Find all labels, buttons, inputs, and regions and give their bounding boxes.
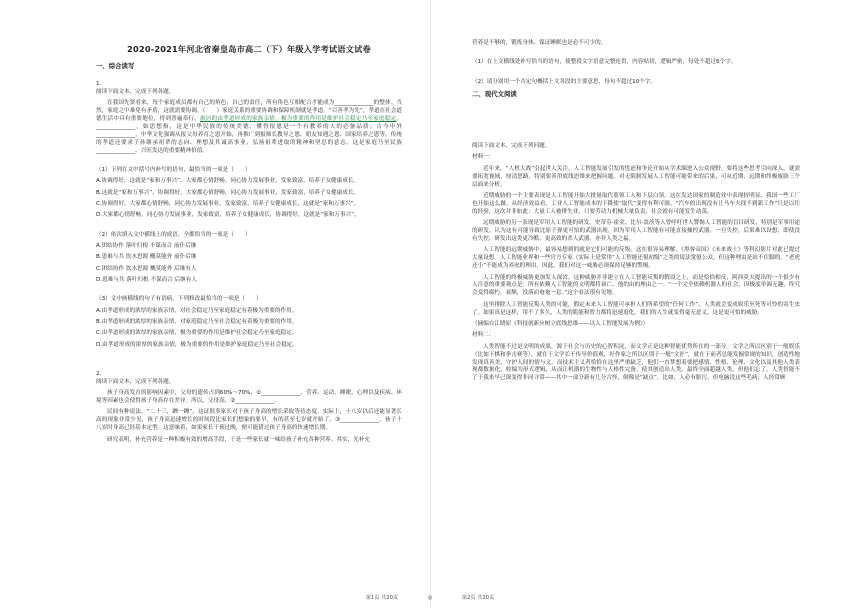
- material-1-para-5: 人工智能的终极威胁更加发人深省。这种威胁并非建立在人工智能反叛的假设之上，而是恰恰相反，阿西莫夫提出的一个很少有人注意的重要观点是：所有依赖人工智能的文明都将衰亡。他的由的理由之一：“一个完全依赖机器人的社会，因极度单调无趣，终究会变得腐朽，衰颓，没落而奄奄一息。”这个看法很有见地。: [472, 274, 800, 297]
- subquestion-1-3: （3）文中画横线的句子有语病，下列修改最恰当的一项是（ ）: [96, 296, 262, 303]
- material-1-para-1: 近年来，“人机大战”引起世人关注，人工智能发展引发的忧虑和争论开始从学术圈进入公众视野。要将这些思考引向深入，就需要拓宽视域，厘清思路，特别要善用底线思维来把握问题。对无限制发展人工智能可能带来的后果，可从近期、远期和终极威胁三个层面来分析。: [472, 165, 800, 188]
- material-1-source: （摘编自江晓原《科技创新应树立底线思维——以人工智能发展为例》）: [472, 321, 649, 328]
- material-1-label: 材料一：: [472, 154, 495, 161]
- option-1-1-a[interactable]: A.协调得好，这就是“家和万事兴”，大家都心情舒畅，同心协力发展事业，发家致富，培养子女健康成长。: [96, 178, 360, 185]
- right-page: [427, 0, 860, 608]
- passage-1-a: 在我国先贤看来，每个家庭成员都有自己的角色，自己的责任，所有角色互相配合才能成为: [107, 100, 335, 106]
- passage-2-para-3: 研究表明，补充营养是一种积极有效的增高手段，于是一些家长就一味给孩子补充各种营养。其实，光补充: [107, 436, 370, 443]
- material-2-label: 材料二：: [472, 332, 495, 339]
- option-1-2-c[interactable]: C.团结协作 饮水思源 概莫能外 后继有人: [96, 265, 197, 272]
- passage-2-continued: 营养是不够的，锻炼身体、保证睡眠也是必不可少的。: [472, 40, 607, 46]
- material-1-para-3: 远期威胁的另一表现是军用人工智能的研发。史蒂芬·霍金、比尔·盖茨等人曾呼吁世人警惕人工智能的盲目研发，特别是军事用途的研发，认为这有可能导致比原子弹更可怕的武器出现。因为军用人工智能有可能直接操控武器，一旦失控，后果难以设想；即使没有失控，研发出这类更冷酷、更高效的杀人武器，亦非人类之福。: [472, 220, 800, 243]
- option-1-3-c[interactable]: C.由孝道形成的浓厚的家族亲情，极为重要的作用是维护社会稳定乃至家庭稳定。: [96, 330, 298, 337]
- reading-intro: 阅读下面文本，完成下列问题。: [472, 143, 551, 150]
- passage-1: [96, 100, 402, 156]
- footer-binding-mark: ◎: [427, 594, 433, 601]
- underlined-sentence: 旅居的由孝道形成的家族亲情，极为重要的作用是维护社会稳定乃至家庭稳定: [199, 115, 397, 122]
- option-1-2-b[interactable]: B.患难与共 饮水思源 概莫能外 前仆后继: [96, 254, 197, 261]
- passage-1-b: ______________的整体。当然，家庭之中难免有矛盾，这就需要协调。（ ）家庭关系的重要协调和保障机制就是孝道。“百善孝为先”，孝道在社会道德生活中具有重要地位，得到普遍奉行。: [96, 100, 402, 122]
- option-1-3-d[interactable]: D.由孝道形成的浓厚的家族亲情，极为重要的作用是维护家庭稳定乃至社会稳定。: [96, 341, 298, 348]
- footer-page-right: 第2页 共20页: [461, 594, 495, 601]
- question-intro-2: 阅读下面文本，完成下列各题。: [96, 378, 175, 385]
- passage-1-c: 。______________，如思想指，这是中华民族的传统美德，懂得报恩是一个有教养的人的必备品质。古今中外______________，中华文化强调从报父母养育之恩开始，再推广到报师长教导之恩、朋友知遇之恩、国家培养之恩等。传统的孝道还要求子孙继承祖辈的志向、理想及其诚高事业，弘扬祖辈进取的精神和坚忍的意志，这是家庭乃至民族______________、兴旺发达的重要精神价值。: [96, 115, 402, 154]
- passage-2-para-2: 民间有种说法，“二十三，蹿一蹿”。这证很多家长对于孩子身高的增长采取等待态度。实际上，十八岁以后还能显著长高的现象非常少见，孩子身高迅速增长的时间段比家长们想象的要早，有的甚至七岁就开始了。③______________，孩子十八岁时身高已经基本定型。这意味着，如果家长干预过晚，便可能错过孩子身高的快速增长期。: [96, 409, 402, 432]
- question-number-1: 1.: [96, 80, 102, 87]
- option-1-2-d[interactable]: D.患难与共 落叶归根 不谋而合 后继有人: [96, 276, 197, 283]
- question-number-2: 2.: [96, 370, 102, 377]
- material-1-para-2: 近期威胁的一个主要表现是人工智能开始大批量取代蓝领工人和下层白领。这在发达国家的制造业中表现较明显，我国一些工厂也开始这么做。从经济效益看，工业人工智能成本的下降使“取代”变得有利可图。“汽车的出现没有让马车夫找不到新工作”只是以往的经验，这次并非如此：大量工人被排失业，只要劳动力机械大量负责，社会就有可能发生动荡。: [472, 192, 800, 215]
- subquestion-1-1: （1）下列在文中括号内补写的语句，最恰当的一项是（ ）: [96, 166, 251, 173]
- page-footer: [0, 595, 860, 602]
- material-1-para-6: 这里排除人工智能反叛人类的可能，假定未来人工智能可承担人们所希望的“任何工作”，人类就会变成娱乐至死等可怜的寄生虫了。如果真是这样，用不了多久，人类的肌能和智力都将迅速退化，我们的人生就变得毫无意义。这是更可怕的威胁。: [472, 301, 800, 316]
- option-1-1-c[interactable]: C.协调得好，大家都心情舒畅，同心协力发展事业，发家致富，培养子女健康成长，这就是“家和万事兴”。: [96, 200, 360, 207]
- subquestion-2-2: （2）请分别用一个否定句概括上文各段的主要意思，每句不超过10个字。: [472, 78, 657, 85]
- section-heading-1: 一、综合读写: [96, 61, 135, 70]
- question-intro-1: 阅读下面文本，完成下列各题。: [96, 88, 175, 95]
- section-heading-2: 二、现代文阅读: [472, 89, 517, 98]
- material-2-para-1: 人类智能不过是文明的成果，源于社会与历史的心智积淀，而文学正是这种智能优势所在的一部分。文学之所以区别于一般娱乐（比如下棋和拳击赛等），就在于文学长于传导价值观，好作家之所以区别于一般“文匠”，就在于前者总能发掘常规的知识，创造性地发现真善美，守护人间的情与义。而技术主义者恰恰在这里严重缺乏，他们一直梦想着要把感情、性格、伦理、文化以及其他人类表现都数据化，收编为形式逻辑，从而让机器的生物性与人格性完备。使其创造出人类，最终全面超越人类，但他们忘了，人类智能不了于我来早已深变得非同寻常——其中一部分新有几分古怪，倒像是“缺点”。比如，人必有脏污，但电脑没这些毛病；人经常顾: [472, 343, 800, 382]
- footer-page-left: 第1页 共20页: [365, 594, 399, 601]
- option-1-2-a[interactable]: A.团结协作 落叶归根 不谋而合 前仆后继: [96, 242, 197, 249]
- subquestion-1-2: （2）依次填入文中横线上的成语，全都恰当的一项是（ ）: [96, 231, 251, 238]
- passage-2-para-1: 孩子身高发育的影响因素中，父母的遗传占到60%～70%，①______________，营养、运动、睡眠、心理以及疾病、环境等因素也会使得孩子身高存在差异。所以，父母高，②______________。: [96, 390, 402, 405]
- material-1-para-4: 人工智能的远期威胁中，最容易想到的就是它们可能的反叛。这在很容易理解，《黑客帝国》《未来战士》等科幻影片对此已提过大量设想。人工智能业界和一些官方专家（实际上是常用“人工智能还很初级”之类的说法宽慰公众，但这种理由是站不住脚的。“老虎还小”不能成为养虎的理由，因此，我们对这一威胁必须保持足够的警惕。: [472, 247, 800, 270]
- option-1-1-b[interactable]: B.这就是“家和万事兴”，协调得好，大家都心情舒畅，同心协力发展事业，发家致富，培养子女健康成长。: [96, 189, 360, 196]
- option-1-3-a[interactable]: A.由孝道形成的浓厚的家族亲情，对社会稳定乃至家庭稳定有着极为重要的作用。: [96, 307, 298, 314]
- exam-title: 2020-2021年河北省秦皇岛市高二（下）年级入学考试语文试卷: [127, 44, 371, 54]
- option-1-1-d[interactable]: D.大家都心情舒畅，同心协力发展事业，发家致富，培养子女健康成长，协调得好，这就是“家和万事兴”。: [96, 212, 360, 219]
- subquestion-2-1: （1）在上文横线处补写恰当的语句，使整段文字语意完整连贯，内容贴切，逻辑严密，每处不超过6个字。: [472, 59, 737, 66]
- option-1-3-b[interactable]: B.由孝道形成的浓厚的家族亲情，对家庭稳定乃至社会稳定有着极为重要的作用。: [96, 318, 298, 325]
